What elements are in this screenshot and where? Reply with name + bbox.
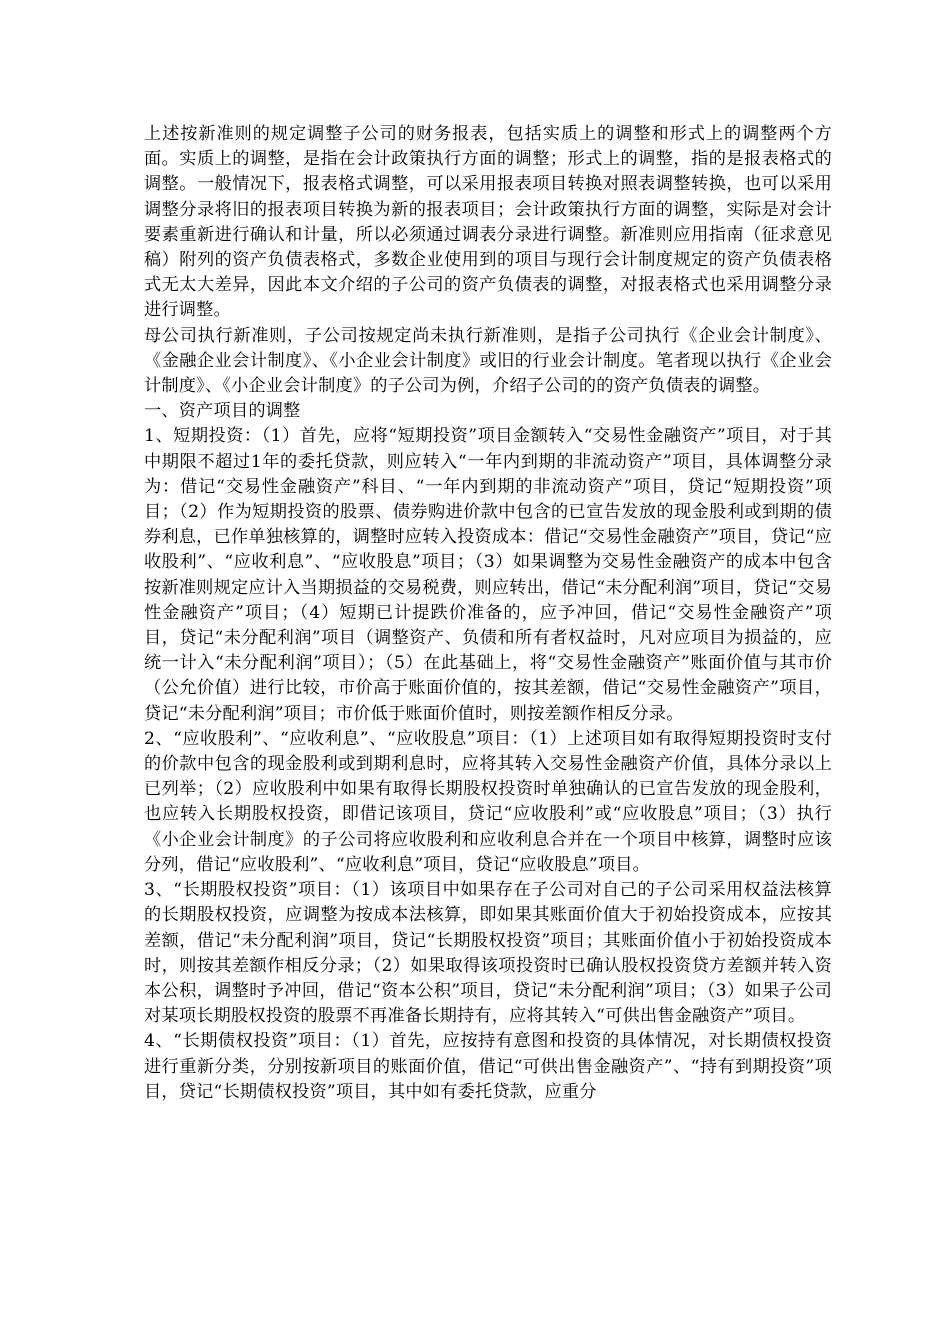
paragraph-long-term-equity-investment: 3、“长期股权投资”项目：（1）该项目中如果存在子公司对自己的子公司采用权益法核算的长期股权投资，应调整为按成本法核算，即如果其账面价值大于初始投资成本，应按其差额，借记“未分配利润”项目，贷记“长期股权投资”项目；其账面价值小于初始投资成本时，则按其差额作相反分录；（2）如果取得该项投资时已确认股权投资贷方差额并转入资本公积，调整时予冲回，借记“资本公积”项目，贷记“未分配利润”项目；（3）如果子公司对某项长期股权投资的股票不再准备长期持有，应将其转入“可供出售金融资产”项目。 <box>144 880 832 1027</box>
paragraph-receivables: 2、“应收股利”、“应收利息”、“应收股息”项目：（1）上述项目如有取得短期投资时支付的价款中包含的现金股利或到期利息时，应将其转入交易性金融资产价值，具体分录以上已列举；（2）应收股利中如果有取得长期股权投资时单独确认的已宣告发放的现金股利，也应转入长期股权投资，即借记该项目，贷记“应收股利”或“应收股息”项目；（3）执行《小企业会计制度》的子公司将应收股利和应收利息合并在一个项目中核算，调整时应该分列，借记“应收股利”、“应收利息”项目，贷记“应收股息”项目。 <box>144 728 832 875</box>
document-body <box>144 122 832 1105</box>
paragraph-short-term-investment: 1、短期投资：（1）首先，应将“短期投资”项目金额转入“交易性金融资产”项目，对于其中期限不超过1年的委托贷款，则应转入“一年内到期的非流动资产”项目，具体调整分录为：借记“交易性金融资产”科目、“一年内到期的非流动资产”项目，贷记“短期投资”项目；（2）作为短期投资的股票、债券购进价款中包含的已宣告发放的现金股利或到期的债券利息，已作单独核算的，调整时应转入投资成本：借记“交易性金融资产”项目，贷记“应收股利”、“应收利息”、“应收股息”项目；（3）如果调整为交易性金融资产的成本中包含按新准则规定应计入当期损益的交易税费，则应转出，借记“未分配利润”项目，贷记“交易性金融资产”项目；（4）短期已计提跌价准备的，应予冲回，借记“交易性金融资产”项目，贷记“未分配利润”项目（调整资产、负债和所有者权益时，凡对应项目为损益的，应统一计入“未分配利润”项目）；（5）在此基础上，将“交易性金融资产”账面价值与其市价（公允价值）进行比较，市价高于账面价值的，按其差额，借记“交易性金融资产”项目，贷记“未分配利润”项目；市价低于账面价值时，则按差额作相反分录。 <box>144 426 832 724</box>
section-heading-asset-items: 一、资产项目的调整 <box>144 401 301 422</box>
paragraph-long-term-debt-investment: 4、“长期债权投资”项目：（1）首先，应按持有意图和投资的具体情况，对长期债权投资进行重新分类，分别按新项目的账面价值，借记“可供出售金融资产”、“持有到期投资”项目，贷记“长期债权投资”项目，其中如有委托贷款，应重分 <box>144 1031 832 1102</box>
paragraph-intro: 上述按新准则的规定调整子公司的财务报表，包括实质上的调整和形式上的调整两个方面。实质上的调整，是指在会计政策执行方面的调整；形式上的调整，指的是报表格式的调整。一般情况下，报表格式调整，可以采用报表项目转换对照表调整转换，也可以采用调整分录将旧的报表项目转换为新的报表项目；会计政策执行方面的调整，实际是对会计要素重新进行确认和计量，所以必须通过调表分录进行调整。新准则应用指南（征求意见稿）附列的资产负债表格式，多数企业使用到的项目与现行会计制度规定的资产负债表格式无太大差异，因此本文介绍的子公司的资产负债表的调整，对报表格式也采用调整分录进行调整。 <box>144 124 832 321</box>
paragraph-scope: 母公司执行新准则，子公司按规定尚未执行新准则，是指子公司执行《企业会计制度》、《金融企业会计制度》、《小企业会计制度》或旧的行业会计制度。笔者现以执行《企业会计制度》、《小企业会计制度》的子公司为例，介绍子公司的的资产负债表的调整。 <box>144 325 832 397</box>
